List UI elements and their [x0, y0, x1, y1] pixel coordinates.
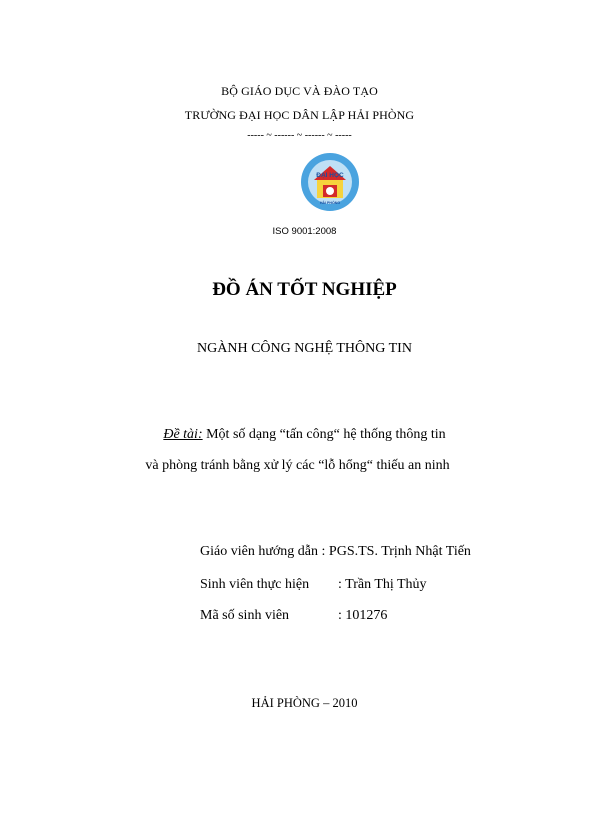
document-title: ĐỒ ÁN TỐT NGHIỆP — [212, 279, 397, 300]
student-id-label: Mã số sinh viên — [200, 608, 290, 623]
logo-text-bottom: HẢI PHÒNG — [319, 201, 341, 205]
university-logo — [300, 152, 360, 212]
decorative-divider: ----- ~ ------ ~ ------ ~ ----- — [247, 130, 352, 141]
ministry-name: BỘ GIÁO DỤC VÀ ĐÀO TẠO — [221, 84, 378, 98]
info-row-supervisor — [200, 544, 471, 560]
topic-text-1: Một số dạng “tấn công“ hệ thống thông tin — [206, 427, 446, 442]
info-row-student-id — [200, 608, 387, 624]
iso-certification: ISO 9001:2008 — [272, 226, 337, 237]
logo-text-top: ĐẠI HỌC — [316, 172, 344, 179]
student-value: : Trần Thị Thủy — [338, 577, 427, 592]
student-label: Sinh viên thực hiện — [200, 577, 310, 592]
topic-label: Đề tài: — [163, 427, 203, 442]
info-row-student — [200, 577, 427, 593]
major-name: NGÀNH CÔNG NGHỆ THÔNG TIN — [197, 341, 412, 356]
university-name: TRƯỜNG ĐẠI HỌC DÂN LẬP HẢI PHÒNG — [184, 108, 415, 122]
supervisor-label: Giáo viên hướng dẫn — [200, 544, 319, 559]
topic-line-2: và phòng tránh bằng xử lý các “lỗ hổng“ thiếu an ninh — [145, 458, 450, 473]
topic-line-1 — [5, 427, 599, 443]
place-and-year: HẢI PHÒNG – 2010 — [251, 696, 358, 710]
supervisor-value: : PGS.TS. Trịnh Nhật Tiến — [321, 544, 471, 559]
student-id-value: : 101276 — [338, 608, 388, 623]
